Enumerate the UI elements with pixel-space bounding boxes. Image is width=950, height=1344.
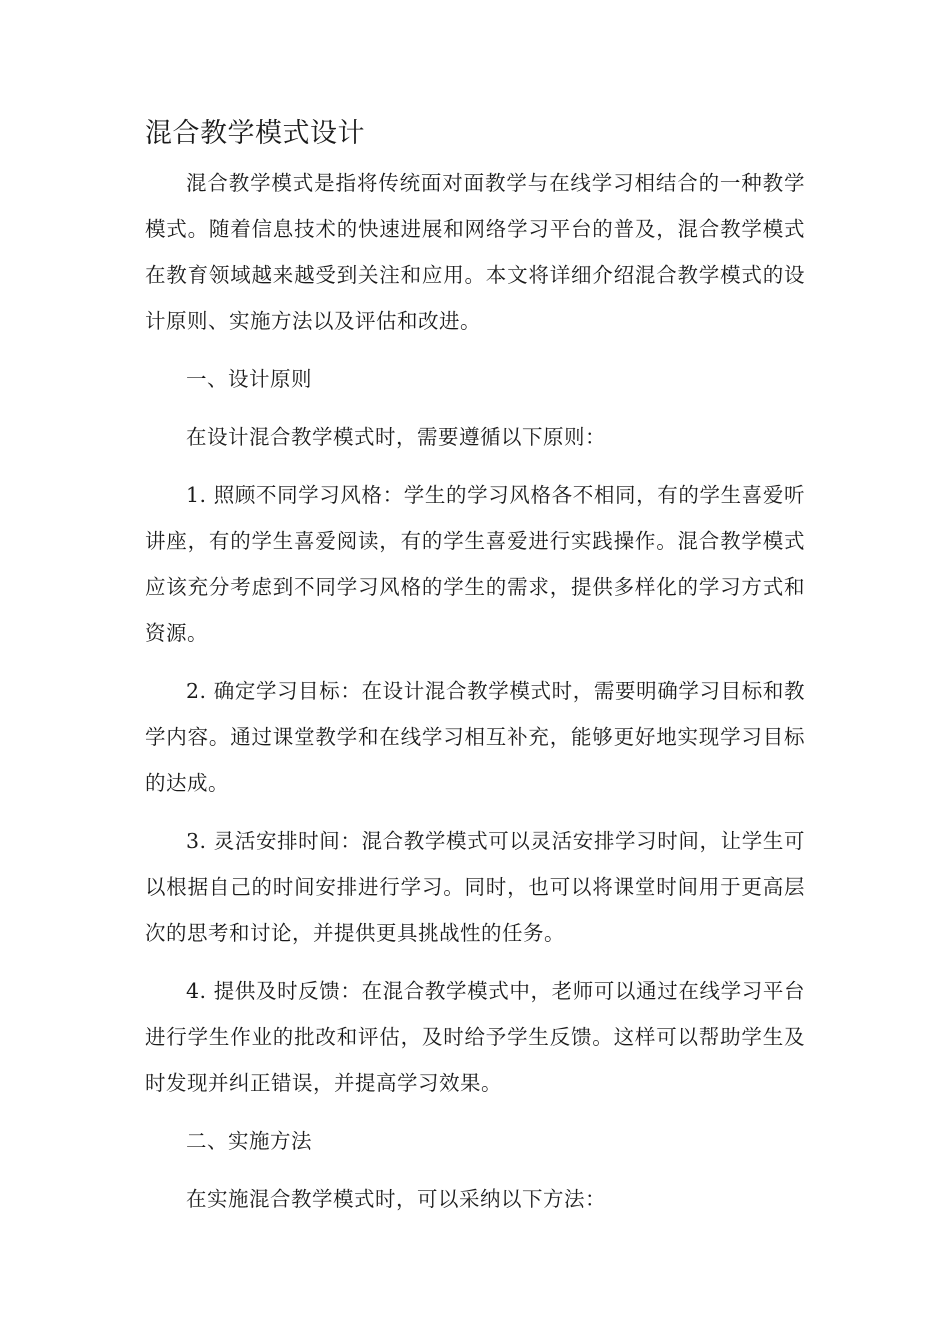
document-title: 混合教学模式设计 xyxy=(145,118,365,149)
principle-item: 2. 确定学习目标：在设计混合教学模式时，需要明确学习目标和教学内容。通过课堂教学和在线学习相互补充，能够更好地实现学习目标的达成。 xyxy=(145,679,805,795)
section-heading-implementation: 二、实施方法 xyxy=(186,1129,312,1153)
principle-item: 4. 提供及时反馈：在混合教学模式中，老师可以通过在线学习平台进行学生作业的批改和评估，及时给予学生反馈。这样可以帮助学生及时发现并纠正错误，并提高学习效果。 xyxy=(145,979,805,1095)
section-lead-design-principles: 在设计混合教学模式时，需要遵循以下原则： xyxy=(186,425,606,449)
principle-item: 1. 照顾不同学习风格：学生的学习风格各不相同，有的学生喜爱听讲座，有的学生喜爱阅读，有的学生喜爱进行实践操作。混合教学模式应该充分考虑到不同学习风格的学生的需求，提供多样化的学习方式和资源。 xyxy=(145,483,805,645)
section-lead-implementation: 在实施混合教学模式时，可以采纳以下方法： xyxy=(186,1187,606,1211)
document-body xyxy=(145,112,805,1224)
intro-paragraph: 混合教学模式是指将传统面对面教学与在线学习相结合的一种教学模式。随着信息技术的快速进展和网络学习平台的普及，混合教学模式在教育领域越来越受到关注和应用。本文将详细介绍混合教学模式的设计原则、实施方法以及评估和改进。 xyxy=(145,171,805,333)
section-heading-design-principles: 一、设计原则 xyxy=(186,367,312,391)
principle-item: 3. 灵活安排时间：混合教学模式可以灵活安排学习时间，让学生可以根据自己的时间安排进行学习。同时，也可以将课堂时间用于更高层次的思考和讨论，并提供更具挑战性的任务。 xyxy=(145,829,805,945)
